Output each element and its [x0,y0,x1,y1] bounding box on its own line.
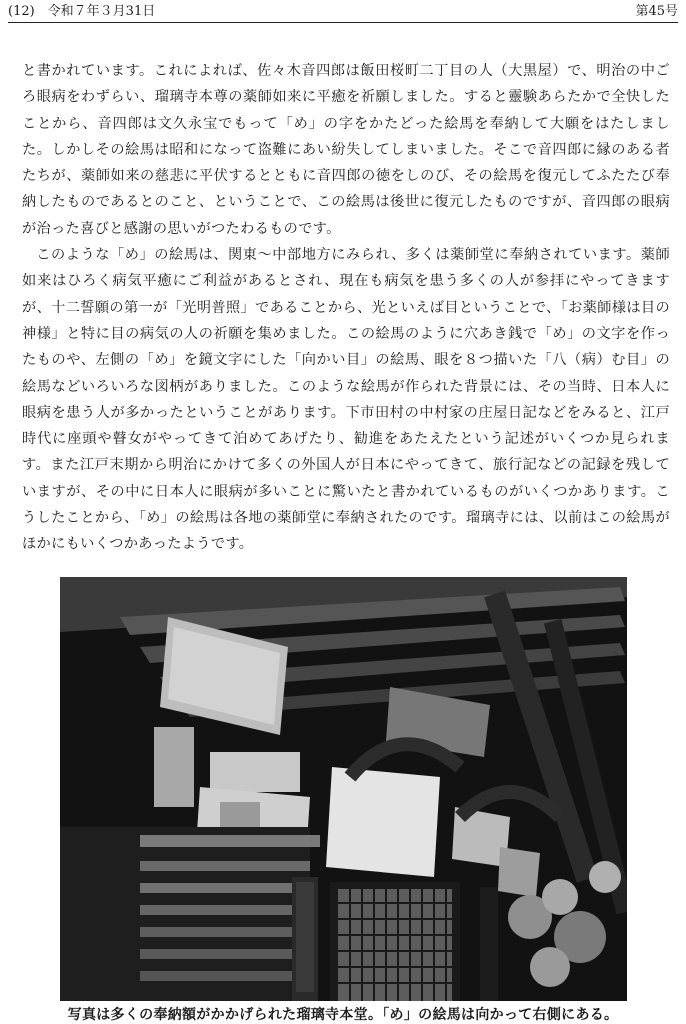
temple-hall-illustration [60,577,627,1001]
issue-number: 第45号 [635,4,678,19]
temple-photo [60,577,627,1001]
photo-caption: 写真は多くの奉納額がかかげられた瑠璃寺本堂。「め」の絵馬は向かって右側にある。 [67,1007,619,1023]
article-body [22,58,670,558]
lower-left-wall [60,827,320,1001]
paragraph-1: と書かれています。これによれば、佐々木音四郎は飯田桜町二丁目の人（大黒屋）で、明治の中ごろ眼病をわずらい、瑠璃寺本尊の薬師如来に平癒を祈願しました。すると靈験あらたかで全快したことから、音四郎は文久永宝でもって「め」の字をかたどった絵馬を奉納して大願をはたしました。しかしその絵馬は昭和になって盗難にあい紛失してしまいました。そこで音四郎に縁のある者たちが、薬師如来の慈悲に平伏するとともに音四郎の徳をしのび、その絵馬を復元してふたたび奉納したものであるとのこと、ということで、この絵馬は後世に復元したものですが、音四郎の眼病が治った喜びと感謝の思いがつたわるものです。 [22,63,670,237]
paragraph-2: このような「め」の絵馬は、関東〜中部地方にみられ、多くは薬師堂に奉納されています。薬師如来はひろく病気平癒にご利益があるとされ、現在も病気を患う多くの人が参拝にやってきますが、十二誓願の第一が「光明普照」であることから、光といえば目ということで、「お薬師様は目の神様」と特に目の病気の人の祈願を集めました。この絵馬のように穴あき銭で「め」の文字を作ったものや、左側の「め」を鏡文字にした「向かい目」の絵馬、眼を８つ描いた「八（病）む目」の絵馬などいろいろな図柄がありました。このような絵馬が作られた背景には、その当時、日本人に眼病を患う人が多かったということがあります。下市田村の中村家の庄屋日記などをみると、江戸時代に座頭や瞽女がやってきて泊めてあげたり、勧進をあたえたという記述がいくつか見られます。また江戸末期から明治にかけて多くの外国人が日本にやってきて、旅行記などの記録を残していますが、その中に日本人に眼病が多いことに驚いたと書かれているものがいくつかあります。こうしたことから、「め」の絵馬は各地の薬師堂に奉納されたのです。瑠璃寺には、以前はこの絵馬がほかにもいくつかあったようです。 [22,247,670,553]
issue-date: (12) 令和７年３月31日 [8,4,156,19]
page-header [8,0,678,23]
